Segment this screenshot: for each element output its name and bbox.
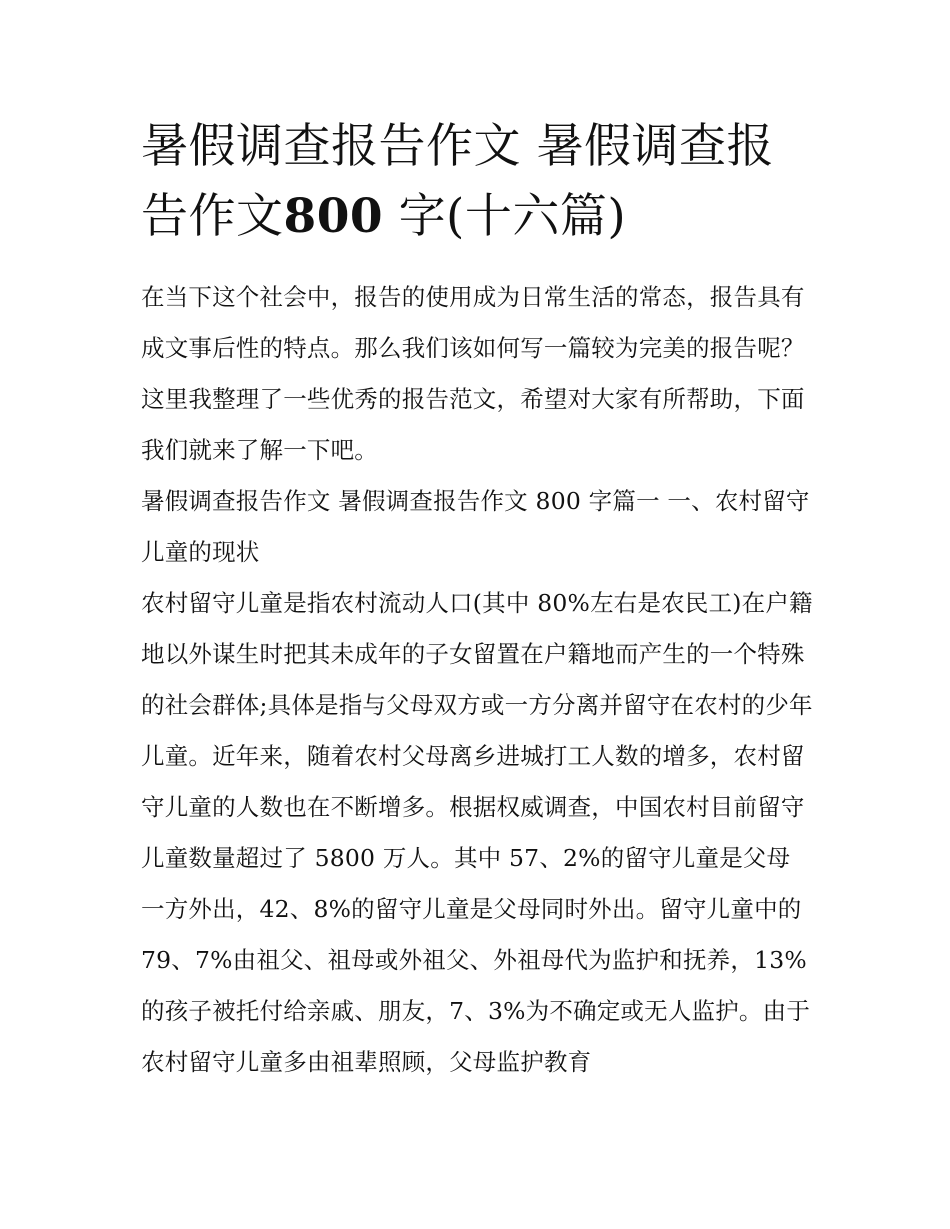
title-text-part2: 字(十六篇) [398, 189, 627, 244]
intro-paragraph: 在当下这个社会中，报告的使用成为日常生活的常态，报告具有成文事后性的特点。那么我们该如何写一篇较为完美的报告呢？这里我整理了一些优秀的报告范文，希望对大家有所帮助，下面我们就来了解一下吧。 [141, 283, 805, 464]
title-text-part1: 暑假调查报告作文 暑假调查报告作文 [141, 119, 774, 244]
body-paragraph: 农村留守儿童是指农村流动人口(其中 80%左右是农民工)在户籍地以外谋生时把其未成年的子女留置在户籍地而产生的一个特殊的社会群体;具体是指与父母双方或一方分离并留守在农村的少年儿童。近年来，随着农村父母离乡进城打工人数的增多，农村留守儿童的人数也在不断增多。根据权威调查，中国农村目前留守儿童数量超过了 5800 万人。其中 57、2%的留守儿童是父母一方外出，42、8%的留守儿童是父母同时外出。留守儿童中的 79、7%由祖父、祖母或外祖父、外祖母代为监护和抚养，13%的孩子被托付给亲戚、朋友，7、3%为不确定或无人监护。由于农村留守儿童多由祖辈照顾，父母监护教育 [141, 589, 813, 1076]
section-heading: 暑假调查报告作文 暑假调查报告作文 800 字篇一 一、农村留守儿童的现状 [141, 487, 810, 566]
document-body [141, 112, 813, 1088]
document-title [141, 112, 813, 252]
title-spacer [141, 252, 813, 272]
title-number: 800 [283, 189, 384, 244]
